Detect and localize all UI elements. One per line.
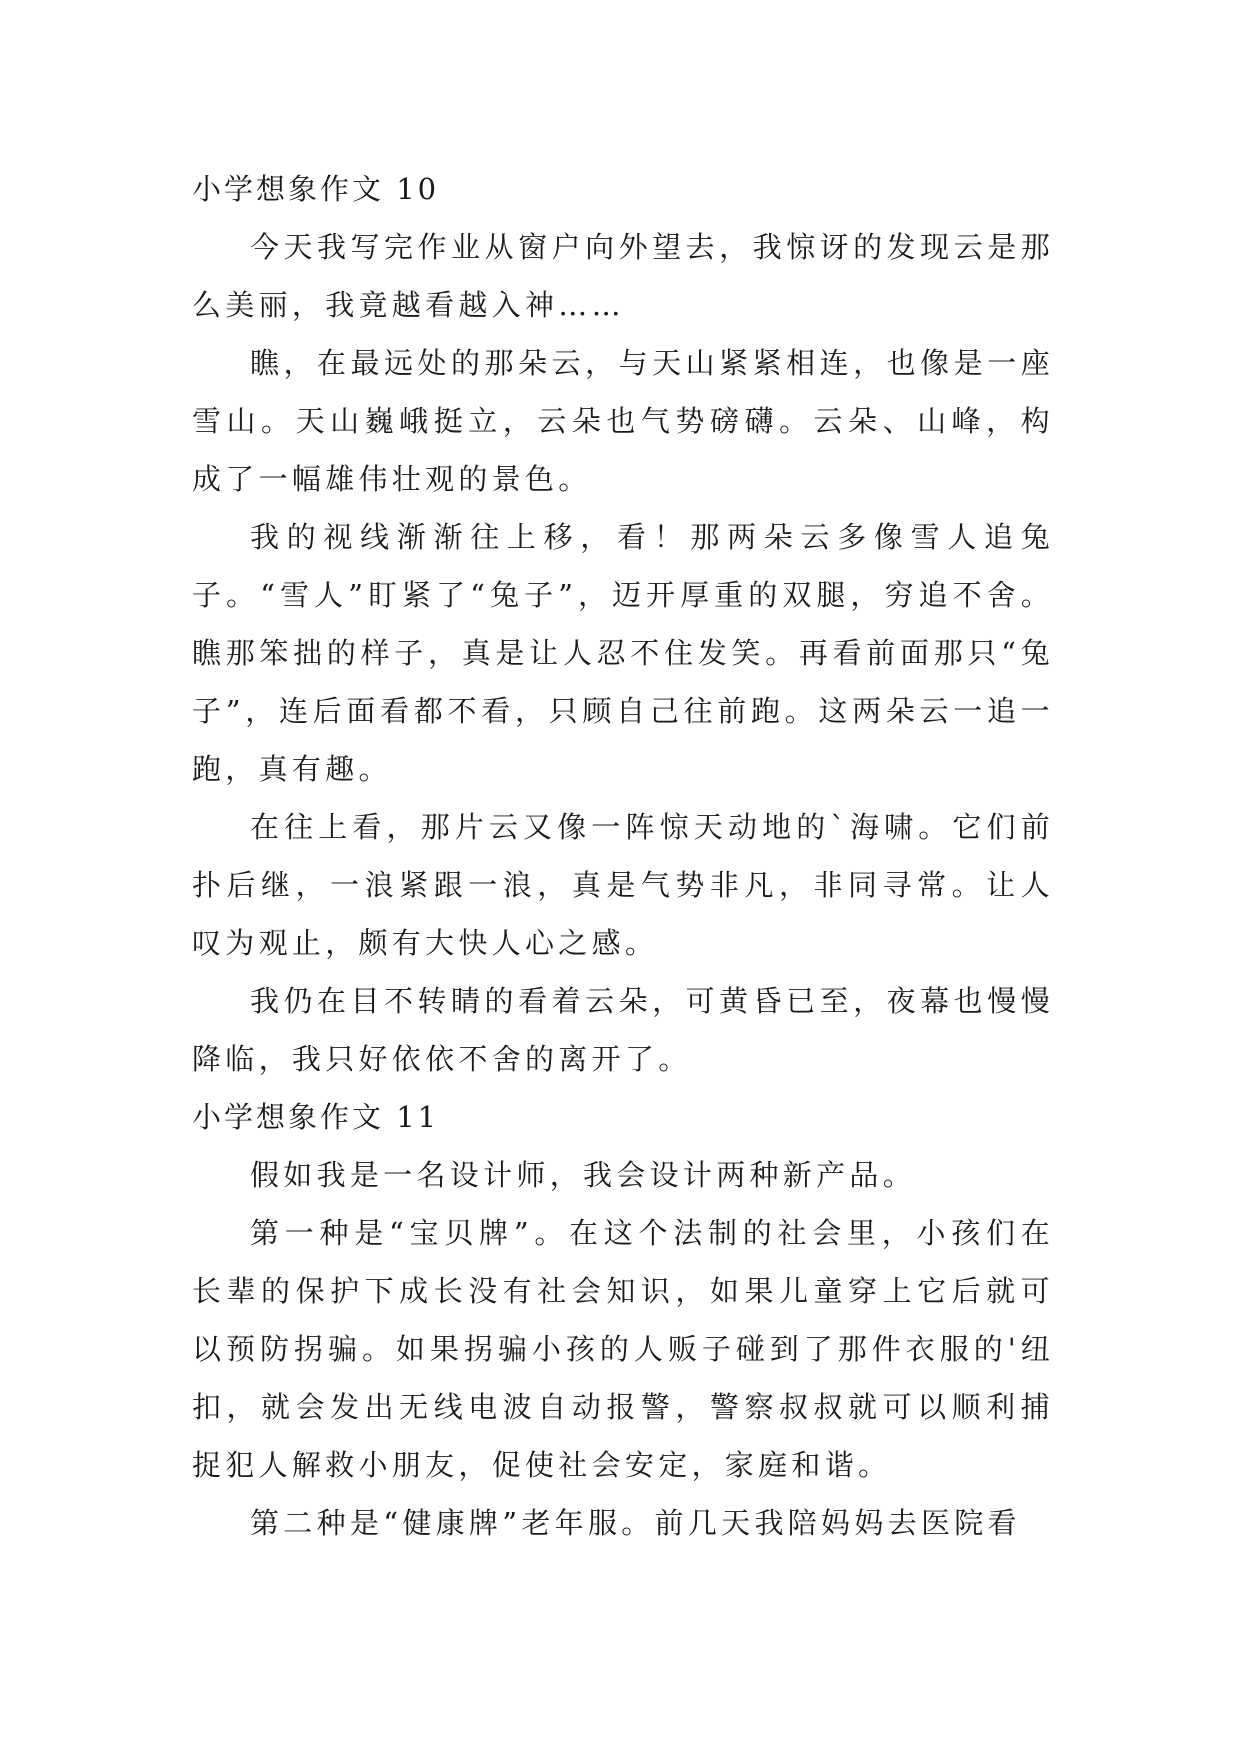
section-essay-11 xyxy=(192,1088,1054,1552)
paragraph: 今天我写完作业从窗户向外望去，我惊讶的发现云是那么美丽，我竟越看越入神…… xyxy=(192,230,1054,322)
section-title: 小学想象作文 10 xyxy=(192,172,440,206)
section-title: 小学想象作文 11 xyxy=(192,1100,440,1134)
paragraph: 假如我是一名设计师，我会设计两种新产品。 xyxy=(250,1158,917,1192)
document-body xyxy=(192,160,1054,1552)
paragraph: 瞧，在最远处的那朵云，与天山紧紧相连，也像是一座雪山。天山巍峨挺立，云朵也气势磅礴。云朵、山峰，构成了一幅雄伟壮观的景色。 xyxy=(192,346,1054,496)
paragraph: 我的视线渐渐往上移，看！那两朵云多像雪人追兔子。“雪人”盯紧了“兔子”，迈开厚重的双腿，穷追不舍。瞧那笨拙的样子，真是让人忍不住发笑。再看前面那只“兔子”，连后面看都不看，只顾自己往前跑。这两朵云一追一跑，真有趣。 xyxy=(192,520,1054,786)
paragraph: 第一种是“宝贝牌”。在这个法制的社会里，小孩们在长辈的保护下成长没有社会知识，如果儿童穿上它后就可以预防拐骗。如果拐骗小孩的人贩子碰到了那件衣服的'纽扣，就会发出无线电波自动报警，警察叔叔就可以顺利捕捉犯人解救小朋友，促使社会安定，家庭和谐。 xyxy=(192,1216,1054,1482)
paragraph: 第二种是“健康牌”老年服。前几天我陪妈妈去医院看 xyxy=(250,1506,1021,1540)
paragraph: 在往上看，那片云又像一阵惊天动地的`海啸。它们前扑后继，一浪紧跟一浪，真是气势非凡，非同寻常。让人叹为观止，颇有大快人心之感。 xyxy=(192,810,1054,960)
section-essay-10 xyxy=(192,160,1054,1088)
paragraph: 我仍在目不转睛的看着云朵，可黄昏已至，夜幕也慢慢降临，我只好依依不舍的离开了。 xyxy=(192,984,1054,1076)
